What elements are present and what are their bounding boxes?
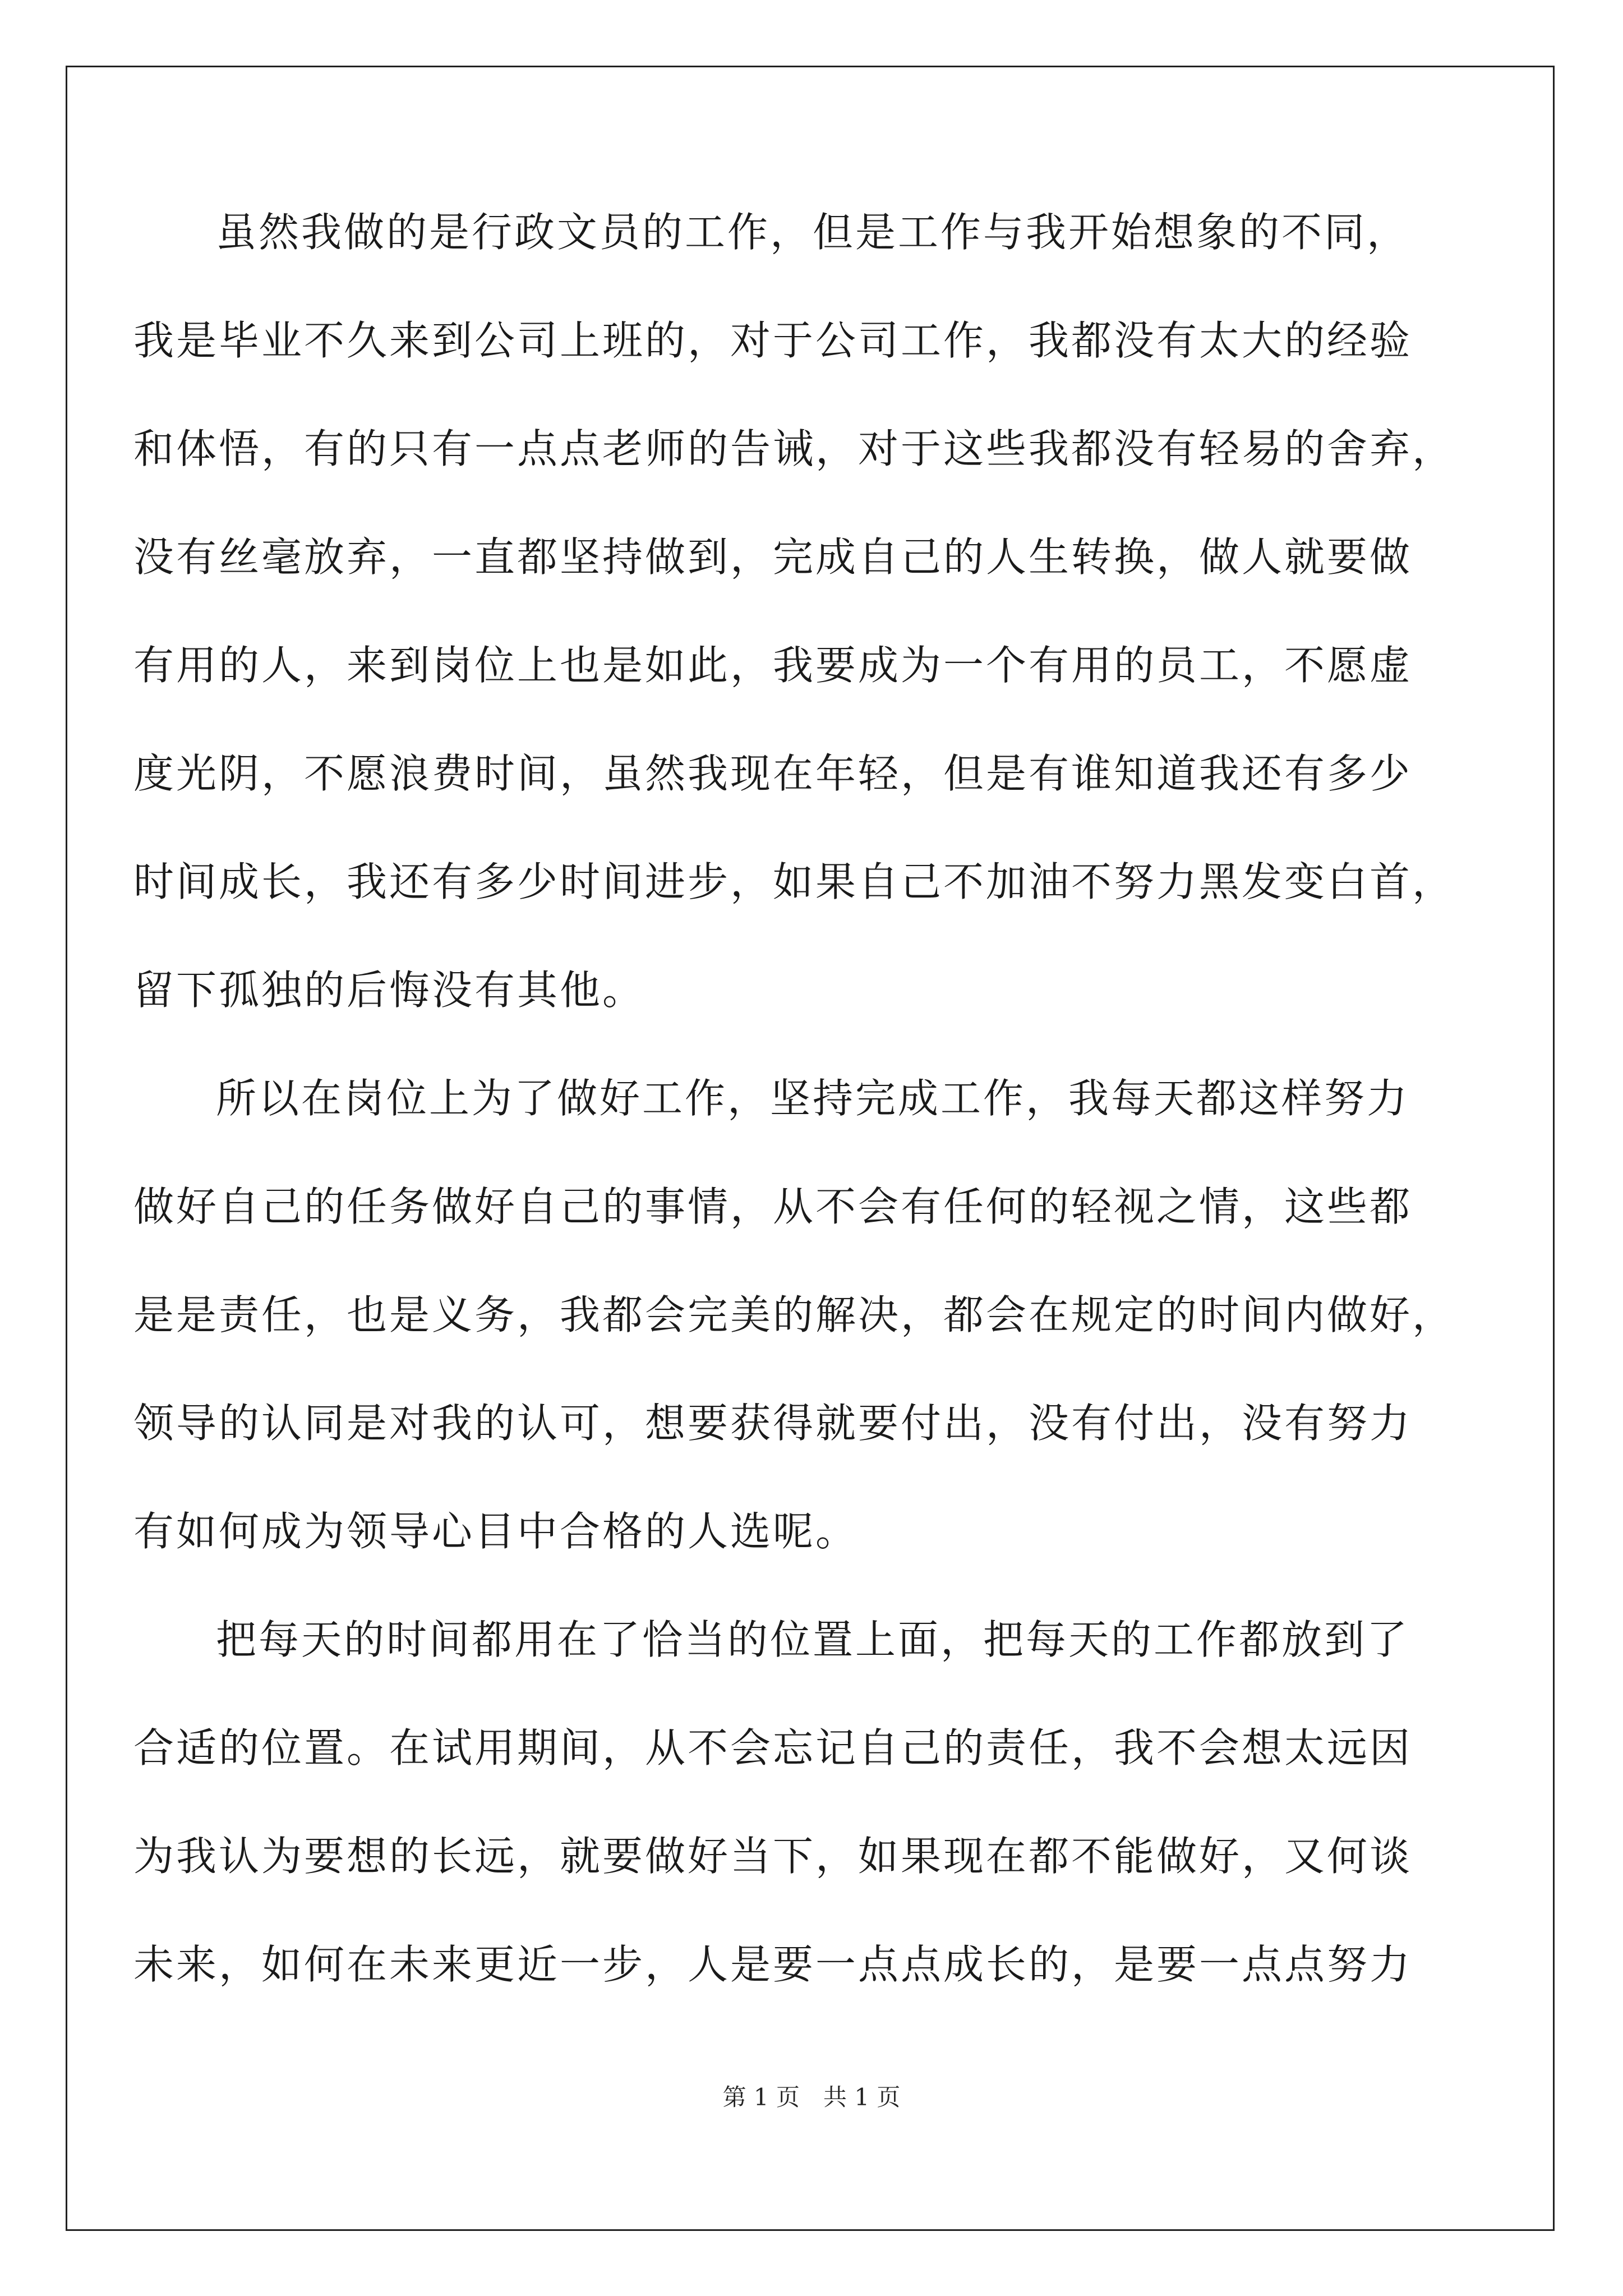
text-line: 虽然我做的是行政文员的工作，但是工作与我开始想象的不同，	[216, 209, 1410, 256]
text-line: 有用的人，来到岗位上也是如此，我要成为一个有用的员工，不愿虚	[133, 642, 1413, 689]
text-line: 留下孤独的后悔没有其他。	[133, 967, 645, 1014]
text-line: 合适的位置。在试用期间，从不会忘记自己的责任，我不会想太远因	[133, 1724, 1413, 1772]
text-line: 我是毕业不久来到公司上班的，对于公司工作，我都没有太大的经验	[133, 317, 1413, 364]
text-line: 度光阴，不愿浪费时间，虽然我现在年轻，但是有谁知道我还有多少	[133, 750, 1413, 797]
text-line: 有如何成为领导心目中合格的人选呢。	[133, 1508, 859, 1555]
text-line: 是是责任，也是义务，我都会完美的解决，都会在规定的时间内做好，	[133, 1291, 1455, 1338]
text-line: 所以在岗位上为了做好工作，坚持完成工作，我每天都这样努力	[216, 1075, 1410, 1122]
text-line: 和体悟，有的只有一点点老师的告诫，对于这些我都没有轻易的舍弃，	[133, 425, 1455, 472]
text-line: 把每天的时间都用在了恰当的位置上面，把每天的工作都放到了	[216, 1616, 1410, 1663]
text-line: 未来，如何在未来更近一步，人是要一点点成长的，是要一点点努力	[133, 1941, 1413, 1988]
text-line: 领导的认同是对我的认可，想要获得就要付出，没有付出，没有努力	[133, 1400, 1413, 1447]
document-body	[133, 178, 1455, 2019]
text-line: 时间成长，我还有多少时间进步，如果自己不加油不努力黑发变白首，	[133, 858, 1455, 905]
text-line: 为我认为要想的长远，就要做好当下，如果现在都不能做好，又何谈	[133, 1833, 1413, 1880]
text-line: 做好自己的任务做好自己的事情，从不会有任何的轻视之情，这些都	[133, 1183, 1413, 1230]
page-number-footer: 第 1 页 共 1 页	[722, 2083, 901, 2111]
text-line: 没有丝毫放弃，一直都坚持做到，完成自己的人生转换，做人就要做	[133, 533, 1413, 581]
